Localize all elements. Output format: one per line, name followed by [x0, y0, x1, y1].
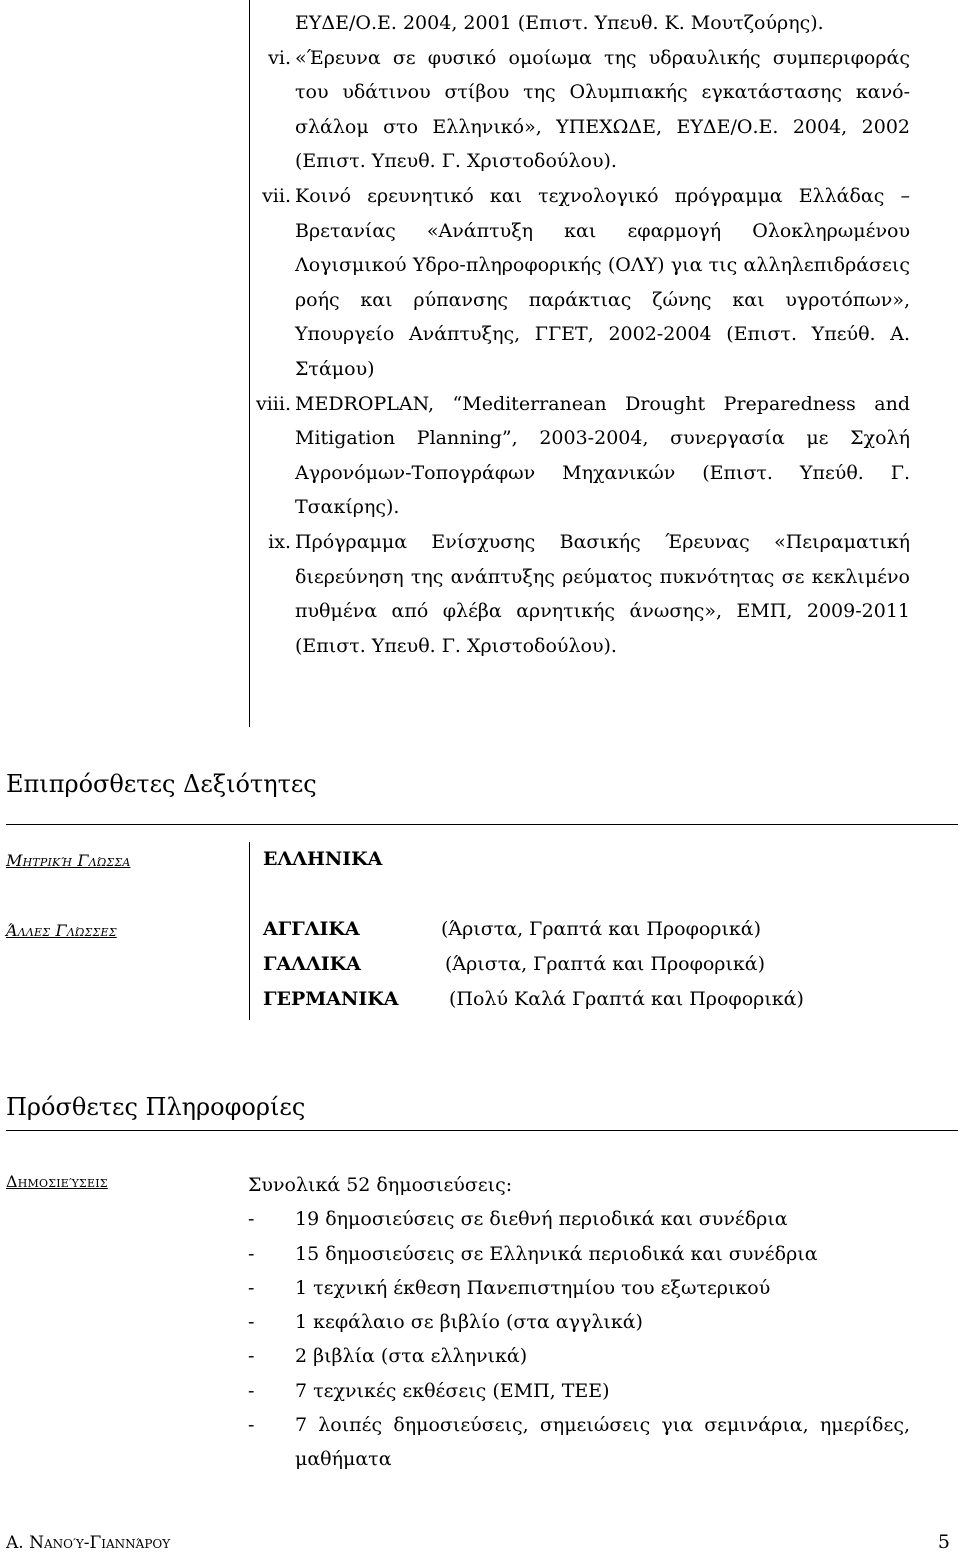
- project-number: viii.: [255, 392, 291, 415]
- project-item-vii: [255, 179, 910, 387]
- list-dash: -: [248, 1345, 255, 1368]
- info-section-title: Πρόσθετες Πληροφορίες: [6, 1093, 306, 1121]
- language-name: ΓΑΛΛΙΚΑ: [263, 953, 361, 975]
- footer-page-number: 5: [937, 1531, 950, 1553]
- publication-item: [248, 1408, 910, 1477]
- mother-language-value: ΕΛΛΗΝΙΚΑ: [263, 848, 383, 870]
- project-item-ix: [255, 525, 910, 663]
- publication-item: [248, 1237, 910, 1271]
- project-item-vi: [255, 41, 910, 179]
- skills-section-rule: [6, 824, 958, 825]
- info-section-rule: [6, 1130, 958, 1131]
- publication-item: [248, 1305, 910, 1339]
- publication-item: [248, 1339, 910, 1373]
- publication-item-text: 7 λοιπές δημοσιεύσεις, σημειώσεις για σεμινάρια, ημερίδες, μαθήματα: [295, 1414, 910, 1471]
- projects-list: [255, 6, 910, 663]
- publication-item-text: 15 δημοσιεύσεις σε Ελληνικά περιοδικά και συνέδρια: [295, 1242, 818, 1265]
- project-item-viii: [255, 387, 910, 525]
- list-dash: -: [248, 1242, 255, 1265]
- publication-item: [248, 1202, 910, 1236]
- project-text: ΕΥΔΕ/Ο.Ε. 2004, 2001 (Επιστ. Υπευθ. Κ. Μουτζούρης).: [295, 12, 824, 34]
- publication-item-text: 7 τεχνικές εκθέσεις (ΕΜΠ, ΤΕΕ): [295, 1379, 610, 1402]
- project-text: «Έρευνα σε φυσικό ομοίωμα της υδραυλικής συμπεριφοράς του υδάτινου στίβου της Ολυμπιακής εγκατάστασης κανό-σλάλομ στο Ελληνικό», ΥΠΕΧΩΔΕ, ΕΥΔΕ/Ο.Ε. 2004, 2002 (Επιστ. Υπευθ. Γ. Χριστοδούλου).: [295, 46, 910, 173]
- projects-vertical-rule: [249, 0, 250, 727]
- mother-language-label: Μητρική Γλώσσα: [6, 851, 131, 870]
- project-text: Πρόγραμμα Ενίσχυσης Βασικής Έρευνας «Πειραματική διερεύνηση της ανάπτυξης ρεύματος πυκνότητας σε κεκλιμένο πυθμένα από φλέβα αρνητικής άνωσης», ΕΜΠ, 2009-2011 (Επιστ. Υπευθ. Γ. Χριστοδούλου).: [295, 530, 910, 657]
- publication-item: [248, 1271, 910, 1305]
- publication-item-text: 1 τεχνική έκθεση Πανεπιστημίου του εξωτερικού: [295, 1276, 771, 1299]
- language-level: (Πολύ Καλά Γραπτά και Προφορικά): [449, 988, 804, 1010]
- language-name: ΓΕΡΜΑΝΙΚΑ: [263, 988, 399, 1010]
- list-dash: -: [248, 1276, 255, 1299]
- publications-total: Συνολικά 52 δημοσιεύσεις:: [248, 1174, 513, 1196]
- project-number: vi.: [268, 46, 291, 69]
- footer-author: Α. Νανού-Γιαννάρου: [6, 1533, 171, 1553]
- publications-label: Δημοσιεύσεις: [6, 1172, 108, 1191]
- list-dash: -: [248, 1414, 255, 1437]
- project-number: ix.: [268, 530, 291, 553]
- list-dash: -: [248, 1311, 255, 1334]
- language-level: (Άριστα, Γραπτά και Προφορικά): [441, 918, 762, 940]
- project-text: Κοινό ερευνητικό και τεχνολογικό πρόγραμμα Ελλάδας – Βρετανίας «Ανάπτυξη και εφαρμογή Ολοκληρωμένου Λογισμικού Υδρο-πληροφορικής (ΟΛΥ) για τις αλληλεπιδράσεις ροής και ρύπανσης παράκτιας ζώνης και υγροτόπων», Υπουργείο Ανάπτυξης, ΓΓΕΤ, 2002-2004 (Επιστ. Υπεύθ. Α. Στάμου): [295, 184, 910, 380]
- publication-item-text: 19 δημοσιεύσεις σε διεθνή περιοδικά και συνέδρια: [295, 1208, 788, 1231]
- list-dash: -: [248, 1208, 255, 1231]
- language-name: ΑΓΓΛΙΚΑ: [263, 918, 360, 940]
- language-level: (Άριστα, Γραπτά και Προφορικά): [445, 953, 766, 975]
- publication-item: [248, 1374, 910, 1408]
- project-item-cont: [255, 6, 910, 41]
- project-number: vii.: [262, 184, 291, 207]
- skills-section-title: Επιπρόσθετες Δεξιότητες: [6, 770, 317, 798]
- skills-vertical-rule: [249, 842, 250, 1020]
- publication-item-text: 1 κεφάλαιο σε βιβλίο (στα αγγλικά): [295, 1311, 643, 1334]
- publication-item-text: 2 βιβλία (στα ελληνικά): [295, 1345, 528, 1368]
- other-languages-label: Άλλες Γλώσσες: [6, 921, 117, 940]
- publications-list: [248, 1168, 910, 1477]
- project-text: MEDROPLAN, “Mediterranean Drought Preparedness and Mitigation Planning”, 2003-2004, συνεργασία με Σχολή Αγρονόμων-Τοπογράφων Μηχανικών (Επιστ. Υπεύθ. Γ. Τσακίρης).: [295, 392, 910, 519]
- list-dash: -: [248, 1379, 255, 1402]
